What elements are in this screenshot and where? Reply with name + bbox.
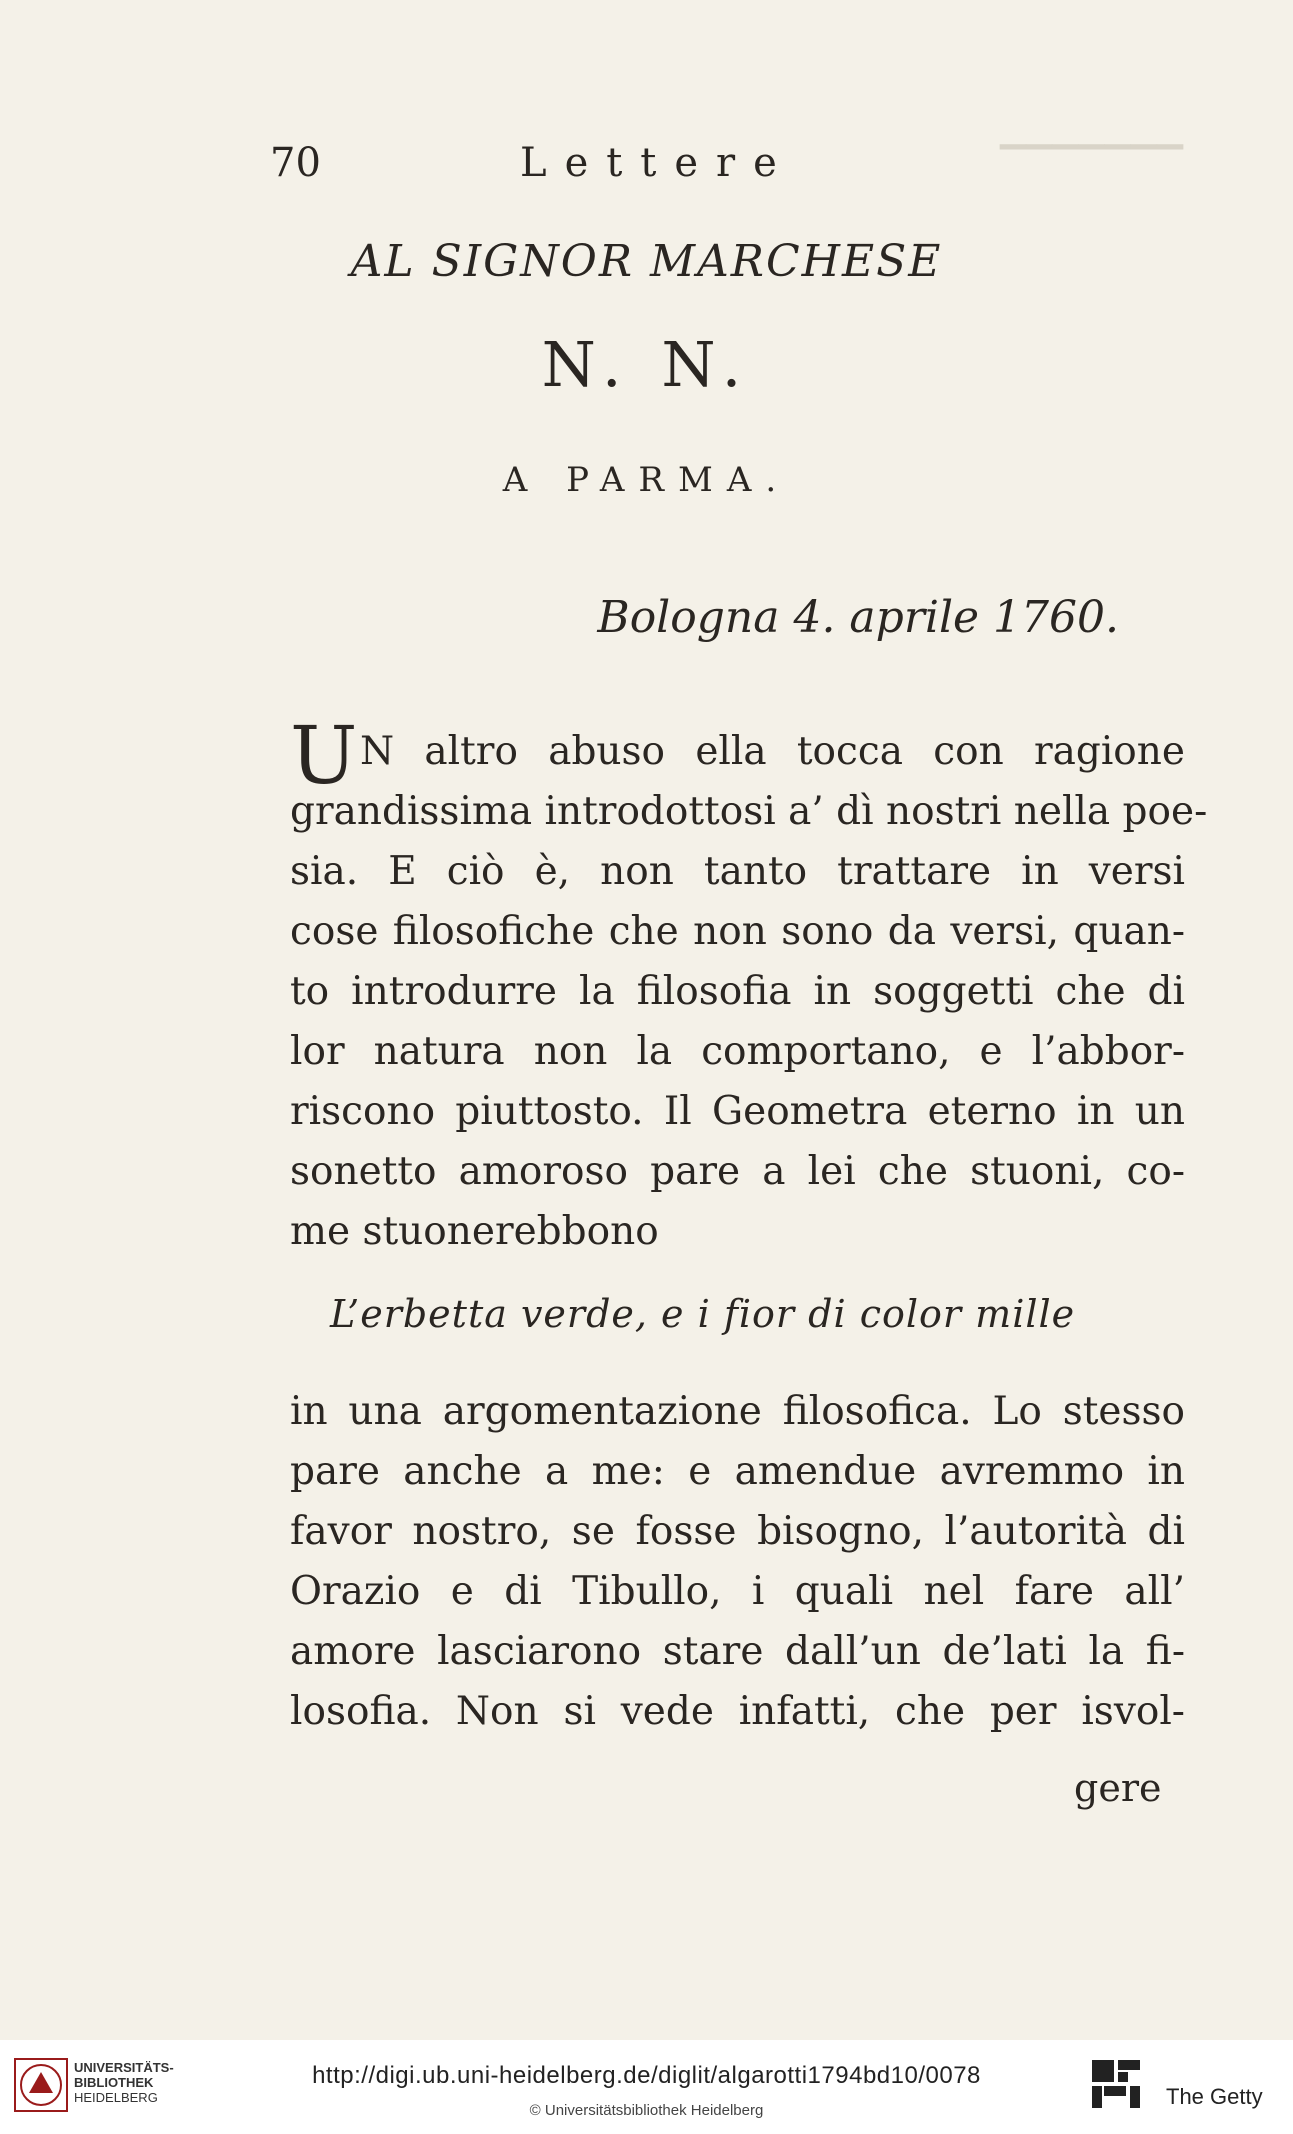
running-title: Lettere <box>520 140 795 186</box>
library-name-line: HEIDELBERG <box>74 2090 158 2105</box>
addressee-line-2: N. N. <box>541 328 752 401</box>
text-line: losofia. Non si vede infatti, che per isvol- <box>290 1689 1185 1734</box>
addressee-line-3: A PARMA. <box>502 460 791 500</box>
text-line: favor nostro, se fosse bisogno, l’autorità di <box>290 1509 1185 1554</box>
bleed-through: ▁▁▁▁▁▁▁ <box>1000 110 1184 150</box>
library-name-line: UNIVERSITÄTS- <box>74 2060 174 2075</box>
catchword: gere <box>1074 1766 1162 1810</box>
text-line: sia. E ciò è, non tanto trattare in versi <box>290 849 1185 894</box>
dateline: Bologna 4. aprile 1760. <box>597 592 1119 643</box>
paragraph-1 <box>290 722 1208 1262</box>
text-line: pare anche a me: e amendue avremmo in <box>290 1449 1185 1494</box>
library-name-line: BIBLIOTHEK <box>74 2075 154 2090</box>
text-line: to introdurre la filosofia in soggetti che di <box>290 969 1185 1014</box>
text-line: sonetto amoroso pare a lei che stuoni, co- <box>290 1149 1185 1194</box>
partner-name: The Getty <box>1166 2084 1263 2109</box>
text-line: riscono piuttosto. Il Geometra eterno in un <box>290 1089 1185 1134</box>
permalink-url[interactable]: http://digi.ub.uni-heidelberg.de/diglit/algarotti1794bd10/0078 <box>312 2062 981 2089</box>
verse-quotation: L’erbetta verde, e i fior di color mille <box>330 1292 1076 1336</box>
drop-capital: U <box>290 709 358 802</box>
text-line: grandissima introdottosi a’ dì nostri nella poe- <box>290 789 1208 834</box>
text-line: cose filosofiche che non sono da versi, quan- <box>290 909 1185 954</box>
text-line: amore lasciarono stare dall’un de’lati la fi- <box>290 1629 1185 1674</box>
text-line: Orazio e di Tibullo, i quali nel fare all’ <box>290 1569 1185 1614</box>
addressee-line-1: AL SIGNOR MARCHESE <box>350 236 943 287</box>
text-line: me stuonerebbono <box>290 1209 659 1254</box>
text-line: in una argomentazione filosofica. Lo stesso <box>290 1389 1185 1434</box>
text-line: N altro abuso ella tocca con ragione <box>360 729 1185 774</box>
text-line: lor natura non la comportano, e l’abbor- <box>290 1029 1185 1074</box>
copyright-notice: © Universitätsbibliothek Heidelberg <box>529 2102 764 2119</box>
getty-logo-icon <box>1090 2058 1142 2110</box>
page-number: 70 <box>270 140 321 186</box>
paragraph-2 <box>290 1382 1185 1742</box>
